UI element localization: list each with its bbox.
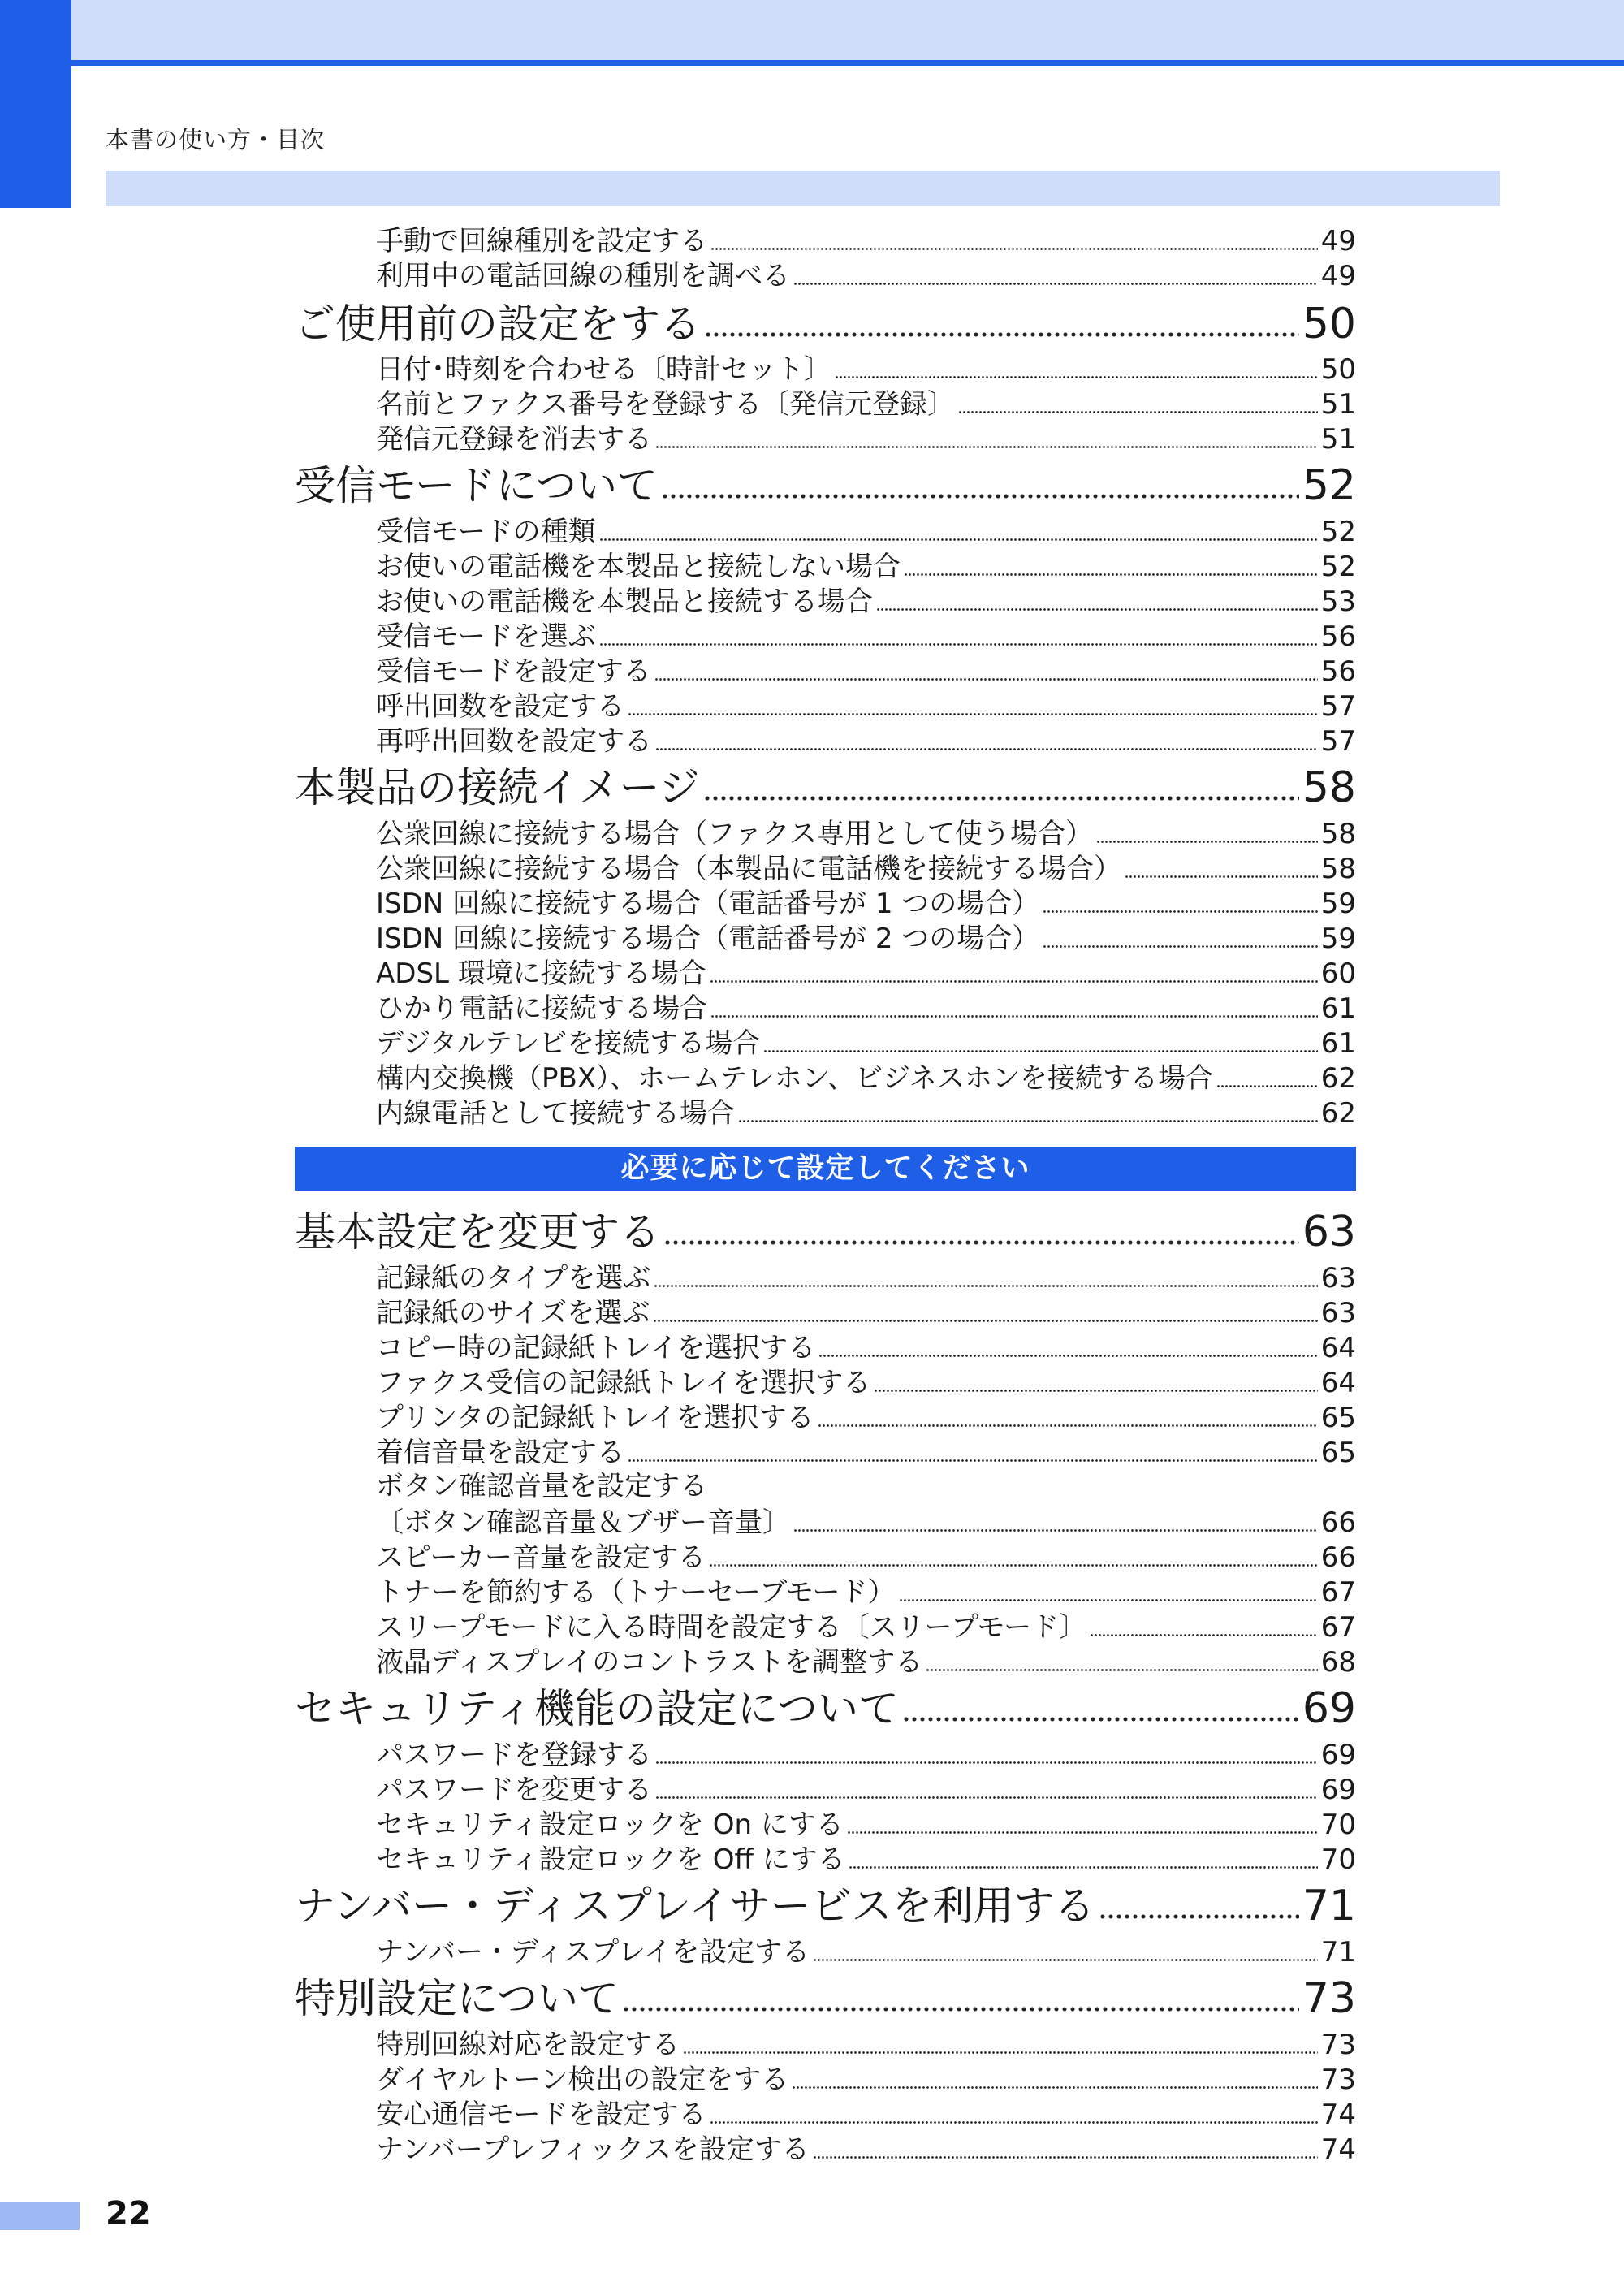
toc-page-number: 56 <box>1320 655 1356 688</box>
toc-entry <box>376 223 1356 257</box>
toc-entry-title: 受信モードを設定する <box>376 655 651 688</box>
toc-page-number: 71 <box>1320 1936 1356 1969</box>
toc-entry-title: セキュリティ設定ロックを Off にする <box>376 1843 845 1876</box>
toc-entry-title: 液晶ディスプレイのコントラストを調整する <box>376 1646 923 1679</box>
toc-entry-title: セキュリティ設定ロックを On にする <box>376 1809 844 1841</box>
header-bar <box>106 171 1500 206</box>
toc-page-number: 73 <box>1320 2029 1356 2061</box>
toc-entry-title: 利用中の電話回線の種別を調べる <box>376 260 790 292</box>
toc-major-entry <box>295 1879 1356 1931</box>
dot-leader <box>1043 886 1317 914</box>
toc-entry <box>376 513 1356 548</box>
dot-leader <box>1216 1061 1318 1088</box>
toc-entry <box>376 815 1356 850</box>
toc-entry-title: 内線電話として接続する場合 <box>376 1097 735 1130</box>
toc-entry-title: 手動で回線種別を設定する <box>376 225 707 257</box>
toc-page-number: 56 <box>1320 620 1356 653</box>
toc-entry <box>376 2061 1356 2096</box>
dot-leader <box>599 514 1318 542</box>
dot-leader <box>654 1260 1317 1288</box>
toc-page-number: 67 <box>1320 1611 1356 1644</box>
toc-page-number: 59 <box>1320 923 1356 955</box>
toc-entry <box>376 1504 1356 1539</box>
toc-entry <box>376 1469 1356 1504</box>
toc-entry <box>376 1736 1356 1771</box>
toc-page-number: 60 <box>1320 957 1356 990</box>
toc-page-number: 51 <box>1320 388 1356 421</box>
toc-entry-title: トナーを節約する（トナーセーブモード） <box>376 1576 896 1609</box>
toc-entry <box>376 351 1356 386</box>
toc-entry <box>376 548 1356 583</box>
toc-entry <box>376 990 1356 1025</box>
toc-page-number: 69 <box>1320 1739 1356 1771</box>
section-band: 必要に応じて設定してください <box>295 1147 1356 1191</box>
toc-entry-title: ボタン確認音量を設定する <box>376 1470 707 1502</box>
toc-page-number: 57 <box>1320 690 1356 723</box>
dot-leader <box>622 1973 1299 2013</box>
toc-page-number: 62 <box>1320 1062 1356 1095</box>
dot-leader <box>710 956 1318 983</box>
toc-entry-title: 本製品の接続イメージ <box>295 764 700 811</box>
toc-entry-title: 特別設定について <box>295 1975 619 2022</box>
toc-entry <box>376 1574 1356 1609</box>
toc-entry <box>376 2131 1356 2166</box>
dot-leader <box>703 762 1299 802</box>
toc-entry <box>376 257 1356 292</box>
page-number-tab <box>0 2202 80 2230</box>
dot-leader <box>661 460 1299 500</box>
chapter-tab <box>0 0 71 208</box>
toc-entry-title: ひかり電話に接続する場合 <box>376 992 707 1025</box>
toc-page-number: 65 <box>1320 1402 1356 1434</box>
toc-entry-title: 〔ボタン確認音量＆ブザー音量〕 <box>376 1506 790 1539</box>
toc-page-number: 61 <box>1320 992 1356 1025</box>
toc-entry <box>376 1060 1356 1095</box>
dot-leader <box>874 1365 1317 1393</box>
dot-leader <box>710 2097 1318 2124</box>
toc-entry <box>376 2096 1356 2131</box>
toc-page-number: 70 <box>1320 1843 1356 1876</box>
toc-entry-title: ナンバー・ディスプレイを設定する <box>376 1936 810 1969</box>
toc-entry <box>376 583 1356 618</box>
toc-entry-title: 受信モードの種類 <box>376 516 596 548</box>
toc-entry <box>376 850 1356 885</box>
dot-leader <box>599 619 1318 646</box>
toc-page-number: 49 <box>1320 260 1356 292</box>
toc-page-number: 66 <box>1320 1541 1356 1574</box>
dot-leader <box>847 1807 1318 1835</box>
toc-entry-title: スピーカー音量を設定する <box>376 1541 706 1574</box>
toc-entry-title: 名前とファクス番号を登録する〔発信元登録〕 <box>376 388 955 421</box>
toc-entry-title: 記録紙のタイプを選ぶ <box>376 1262 651 1294</box>
dot-leader <box>793 258 1318 286</box>
toc-entry-title: ISDN 回線に接続する場合（電話番号が 1 つの場合） <box>376 888 1040 920</box>
dot-leader <box>710 223 1318 251</box>
dot-leader <box>876 584 1318 612</box>
dot-leader <box>654 654 1318 681</box>
toc-entry <box>376 1399 1356 1434</box>
toc-entry-title: 公衆回線に接続する場合（本製品に電話機を接続する場合） <box>376 853 1121 885</box>
toc-page-number: 62 <box>1320 1097 1356 1130</box>
toc-entry <box>376 386 1356 421</box>
toc-entry <box>376 723 1356 758</box>
toc-entry <box>376 653 1356 688</box>
dot-leader <box>763 1026 1317 1053</box>
toc-entry <box>376 421 1356 456</box>
dot-leader <box>655 1772 1318 1800</box>
dot-leader <box>663 1206 1299 1247</box>
toc-entry-title: 安心通信モードを設定する <box>376 2098 706 2131</box>
dot-leader <box>818 1330 1318 1358</box>
toc-entry <box>376 1841 1356 1876</box>
toc-page-number: 58 <box>1320 853 1356 885</box>
dot-leader <box>1090 1610 1318 1637</box>
toc-entry <box>376 2026 1356 2061</box>
toc-entry <box>376 920 1356 955</box>
toc-major-entry <box>295 1682 1356 1734</box>
toc-major-entry <box>295 761 1356 813</box>
toc-entry <box>376 1771 1356 1806</box>
toc-page-number: 49 <box>1320 225 1356 257</box>
toc-page-number: 52 <box>1302 461 1356 510</box>
dot-leader <box>1099 1880 1299 1921</box>
toc-page-number: 57 <box>1320 725 1356 758</box>
toc-page-number: 65 <box>1320 1437 1356 1469</box>
toc-page-number: 69 <box>1302 1684 1356 1733</box>
toc-entry-title: 特別回線対応を設定する <box>376 2029 680 2061</box>
toc-entry-title: 着信音量を設定する <box>376 1437 624 1469</box>
toc-page-number: 52 <box>1320 551 1356 583</box>
toc-entry-title: 受信モードについて <box>295 462 658 509</box>
toc-entry-title: ナンバープレフィックスを設定する <box>376 2133 810 2166</box>
toc-page-number: 67 <box>1320 1576 1356 1609</box>
dot-leader <box>813 2132 1318 2159</box>
toc-entry-title: 構内交換機（PBX）、ホームテレホン、ビジネスホンを接続する場合 <box>376 1062 1214 1095</box>
toc-page-number: 50 <box>1320 353 1356 386</box>
toc-page-number: 69 <box>1320 1774 1356 1806</box>
toc-page-number: 51 <box>1320 423 1356 456</box>
toc-entry-title: ISDN 回線に接続する場合（電話番号が 2 つの場合） <box>376 923 1040 955</box>
dot-leader <box>653 1295 1317 1323</box>
toc-page-number: 52 <box>1320 516 1356 548</box>
dot-leader <box>792 2062 1317 2090</box>
dot-leader <box>793 1505 1318 1532</box>
toc-entry-title: ダイヤルトーン検出の設定をする <box>376 2064 789 2096</box>
toc-page-number: 53 <box>1320 586 1356 618</box>
toc-page-number: 68 <box>1320 1646 1356 1679</box>
toc-entry-title: お使いの電話機を本製品と接続する場合 <box>376 586 873 618</box>
dot-leader <box>818 1400 1318 1428</box>
toc-entry-title: ナンバー・ディスプレイサービスを利用する <box>295 1882 1095 1930</box>
toc-entry-title: 日付･時刻を合わせる〔時計セット〕 <box>376 353 831 386</box>
dot-leader <box>1043 921 1317 949</box>
toc-page-number: 61 <box>1320 1027 1356 1060</box>
dot-leader <box>738 1096 1318 1123</box>
toc-major-entry <box>295 1205 1356 1257</box>
toc-page-number: 58 <box>1302 763 1356 812</box>
dot-leader <box>628 689 1318 716</box>
toc-entry-title: ファクス受信の記録紙トレイを選択する <box>376 1367 871 1399</box>
toc-major-entry <box>295 297 1356 349</box>
dot-leader <box>902 1683 1299 1723</box>
dot-leader <box>1125 851 1318 879</box>
toc-entry-title: 基本設定を変更する <box>295 1208 660 1256</box>
toc-page-number: 73 <box>1302 1974 1356 2023</box>
toc-page-number: 58 <box>1320 818 1356 850</box>
dot-leader <box>709 1540 1318 1567</box>
toc-entry <box>376 1434 1356 1469</box>
toc-page-number: 73 <box>1320 2064 1356 2096</box>
toc-page-number: 74 <box>1320 2098 1356 2131</box>
page-number: 22 <box>106 2195 151 2232</box>
toc-entry <box>376 1609 1356 1644</box>
toc-entry-title: 受信モードを選ぶ <box>376 620 596 653</box>
toc-page-number: 64 <box>1320 1332 1356 1364</box>
toc-entry <box>376 885 1356 920</box>
toc-page-number: 66 <box>1320 1506 1356 1539</box>
toc-entry <box>376 955 1356 990</box>
toc-entry-title: 記録紙のサイズを選ぶ <box>376 1297 650 1329</box>
top-rule <box>71 60 1624 66</box>
toc-entry <box>376 688 1356 723</box>
toc-entry <box>376 1806 1356 1841</box>
toc-entry <box>376 1260 1356 1294</box>
toc-entry <box>376 1329 1356 1364</box>
dot-leader <box>813 1934 1318 1962</box>
dot-leader <box>835 352 1318 379</box>
toc-entry-title: 呼出回数を設定する <box>376 690 624 723</box>
toc-entry <box>376 1095 1356 1130</box>
toc-page-number: 74 <box>1320 2133 1356 2166</box>
toc-entry-title: 公衆回線に接続する場合（ファクス専用として使う場合） <box>376 818 1093 850</box>
dot-leader <box>904 549 1318 577</box>
toc-entry <box>376 1025 1356 1060</box>
toc-page-number: 64 <box>1320 1367 1356 1399</box>
toc-page-number: 63 <box>1302 1208 1356 1256</box>
toc-entry <box>376 1364 1356 1399</box>
toc-major-entry <box>295 459 1356 511</box>
toc-entry-title: パスワードを変更する <box>376 1774 652 1806</box>
toc-entry-title: 再呼出回数を設定する <box>376 725 652 758</box>
toc-page-number: 63 <box>1320 1297 1356 1329</box>
dot-leader <box>710 991 1318 1018</box>
dot-leader <box>899 1575 1318 1602</box>
toc-entry <box>376 1934 1356 1969</box>
dot-leader <box>628 1435 1318 1463</box>
toc-page-number: 63 <box>1320 1262 1356 1294</box>
toc-major-entry <box>295 1972 1356 2024</box>
dot-leader <box>1096 816 1318 844</box>
toc-entry-title: ADSL 環境に接続する場合 <box>376 957 706 990</box>
toc-page-number: 71 <box>1302 1882 1356 1930</box>
dot-leader <box>683 2027 1318 2055</box>
toc-entry-title: 発信元登録を消去する <box>376 423 652 456</box>
toc-entry-title: お使いの電話機を本製品と接続しない場合 <box>376 551 901 583</box>
toc-entry-title: プリンタの記録紙トレイを選択する <box>376 1402 814 1434</box>
dot-leader <box>655 724 1318 751</box>
dot-leader <box>655 421 1318 449</box>
toc-entry <box>376 1539 1356 1574</box>
toc-entry <box>376 618 1356 653</box>
running-header: 本書の使い方・目次 <box>106 126 326 153</box>
top-band <box>0 0 1624 65</box>
toc-entry-title: ご使用前の設定をする <box>295 300 701 348</box>
toc-entry <box>376 1644 1356 1679</box>
dot-leader <box>958 387 1318 414</box>
toc-page-number: 50 <box>1302 300 1356 348</box>
toc-entry-title: パスワードを登録する <box>376 1739 652 1771</box>
dot-leader <box>704 298 1299 339</box>
toc-page-number: 59 <box>1320 888 1356 920</box>
toc-entry-title: コピー時の記録紙トレイを選択する <box>376 1332 815 1364</box>
dot-leader <box>926 1645 1318 1672</box>
toc-entry-title: セキュリティ機能の設定について <box>295 1685 899 1732</box>
toc-entry-title: デジタルテレビを接続する場合 <box>376 1027 761 1060</box>
toc-entry <box>376 1294 1356 1329</box>
dot-leader <box>849 1842 1318 1869</box>
dot-leader <box>655 1737 1318 1765</box>
toc-page-number: 70 <box>1320 1809 1356 1841</box>
toc-entry-title: スリープモードに入る時間を設定する〔スリープモード〕 <box>376 1611 1087 1644</box>
